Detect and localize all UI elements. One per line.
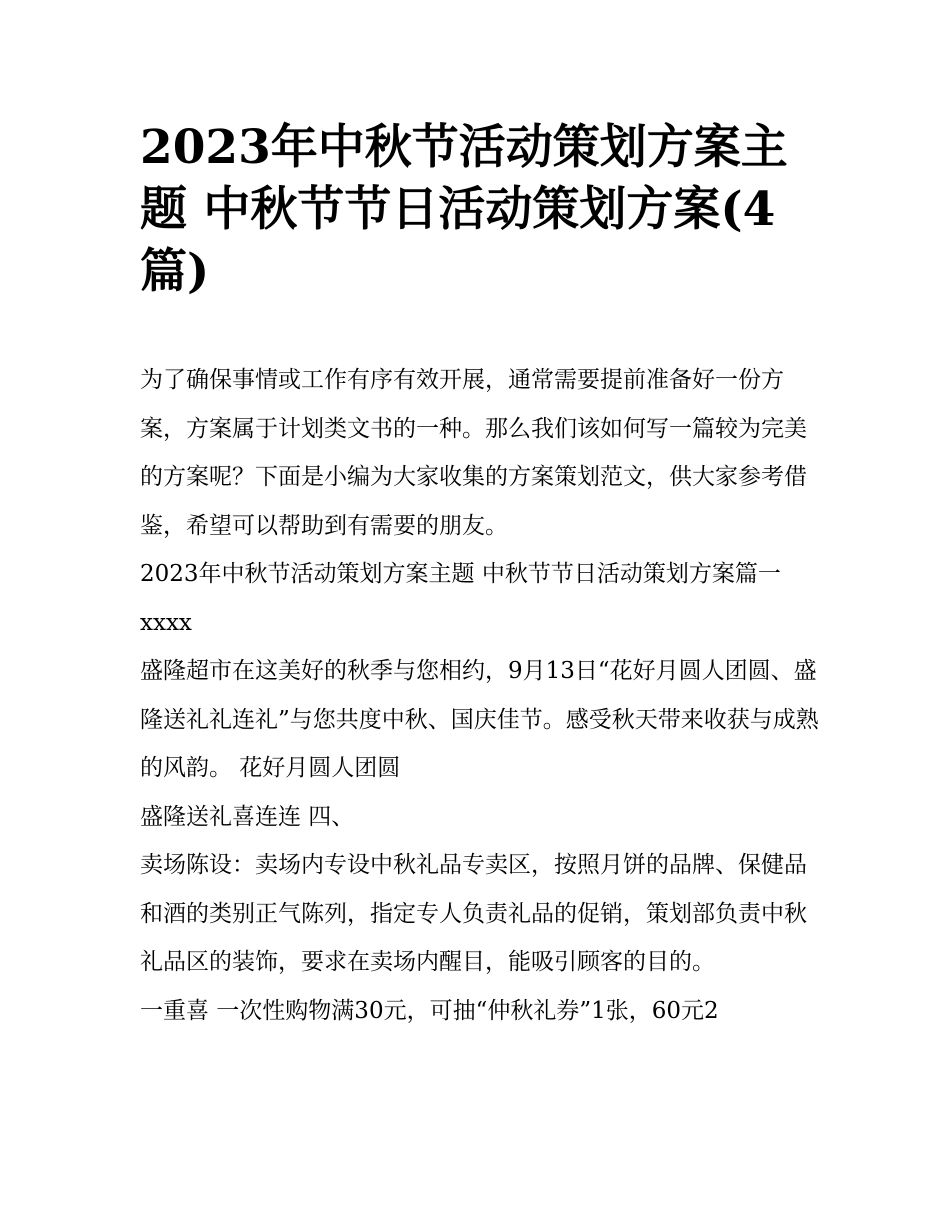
paragraph-section-heading: 2023年中秋节活动策划方案主题 中秋节节日活动策划方案篇一 xxxx bbox=[140, 561, 781, 636]
paragraph-first-gift: 一重喜 一次性购物满30元，可抽“仲秋礼券”1张，60元2 bbox=[140, 997, 719, 1024]
paragraph-slogan: 盛隆送礼喜连连 四、 bbox=[140, 803, 355, 830]
document-body bbox=[140, 356, 820, 1035]
paragraph-supermarket-invite: 盛隆超市在这美好的秋季与您相约，9月13日“花好月圆人团圆、盛隆送礼礼连礼”与您共度中秋、国庆佳节。感受秋天带来收获与成熟的风韵。 花好月圆人团圆 bbox=[140, 658, 819, 781]
document-title: 2023年中秋节活动策划方案主题 中秋节节日活动策划方案(4篇) bbox=[140, 120, 788, 299]
paragraph-store-display: 卖场陈设：卖场内专设中秋礼品专卖区，按照月饼的品牌、保健品和酒的类别正气陈列，指定专人负责礼品的促销，策划部负责中秋礼品区的装饰，要求在卖场内醒目，能吸引顾客的目的。 bbox=[140, 852, 807, 975]
paragraph-intro: 为了确保事情或工作有序有效开展，通常需要提前准备好一份方案，方案属于计划类文书的一种。那么我们该如何写一篇较为完美的方案呢？下面是小编为大家收集的方案策划范文，供大家参考借鉴，希望可以帮助到有需要的朋友。 bbox=[140, 367, 807, 539]
